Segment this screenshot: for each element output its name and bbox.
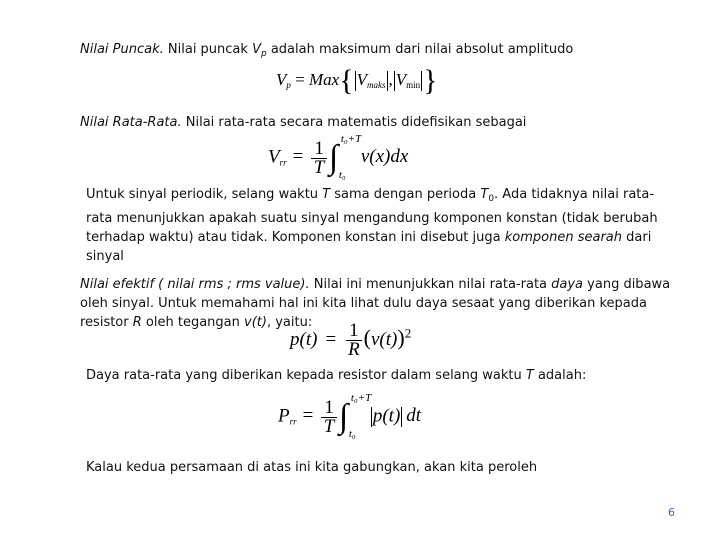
term-daya: daya bbox=[551, 277, 584, 292]
text: dari sinyal bbox=[86, 230, 652, 264]
text: Daya rata-rata yang diberikan kepada resistor dalam selang waktu bbox=[86, 368, 526, 383]
text: sama dengan perioda bbox=[330, 187, 481, 202]
text: Untuk sinyal periodik, selang waktu bbox=[86, 187, 323, 202]
right-paren-icon: ) bbox=[397, 324, 405, 350]
integral-lower-limit: t₀ bbox=[338, 169, 346, 181]
eq-exponent: 2 bbox=[404, 325, 412, 341]
fraction-numerator: 1 bbox=[346, 322, 362, 341]
eq-sign: = bbox=[302, 405, 314, 427]
fraction bbox=[346, 322, 362, 359]
symbol-T0-sub: 0 bbox=[488, 194, 495, 204]
abs-bar-icon bbox=[394, 71, 395, 91]
heading-peak-value: Nilai Puncak. bbox=[80, 42, 164, 57]
symbol-T: T bbox=[525, 368, 534, 383]
text: Nilai puncak bbox=[163, 42, 253, 57]
fraction-numerator: 1 bbox=[311, 140, 327, 159]
fraction-denominator: R bbox=[348, 339, 360, 360]
text: adalah maksimum dari nilai absolut amplitudo bbox=[266, 42, 574, 57]
eq-func: Max bbox=[308, 70, 340, 89]
left-paren-icon: ( bbox=[363, 324, 371, 350]
eq-body: v(t) bbox=[370, 328, 398, 350]
right-brace-icon: } bbox=[423, 64, 438, 97]
eq-dt: dt bbox=[406, 405, 422, 427]
integral-upper-limit: t₀+T bbox=[340, 133, 362, 145]
fraction-denominator: T bbox=[323, 415, 335, 437]
equation-peak-value bbox=[276, 64, 438, 98]
abs-bar-icon bbox=[355, 71, 356, 91]
symbol-v: V bbox=[252, 42, 261, 57]
paragraph-average-power bbox=[86, 366, 666, 385]
eq-sign: = bbox=[325, 328, 337, 350]
eq-sign: = bbox=[292, 146, 304, 168]
paragraph-combine bbox=[86, 458, 666, 477]
text: . Ada tidaknya nilai rata-rata menunjukkan apakah suatu sinyal mengandung komponen konstan (tidak berubah terhadap waktu) atau tidak. Komponen konstan ini disebut juga bbox=[86, 187, 658, 245]
eq-lhs-sub: rr bbox=[289, 416, 297, 427]
text: yang dibawa oleh sinyal. Untuk memahami hal ini kita lihat dulu daya sesaat yang diberikan kepada resistor bbox=[80, 277, 671, 330]
symbol-T0: T bbox=[480, 187, 489, 202]
heading-average-value: Nilai Rata-Rata. bbox=[80, 115, 182, 130]
integral-icon: ∫ t₀+T t₀ bbox=[328, 133, 362, 181]
abs-bar-icon bbox=[421, 71, 422, 91]
heading-rms-value: Nilai efektif ( nilai rms ; rms value). bbox=[80, 277, 310, 292]
abs-bar-icon bbox=[371, 407, 372, 427]
text: Nilai rata-rata secara matematis didefisikan sebagai bbox=[181, 115, 527, 130]
eq-lhs: P bbox=[278, 405, 290, 427]
term-dc-component: komponen searah bbox=[504, 230, 622, 245]
symbol-sub-p: p bbox=[260, 49, 267, 59]
abs-bar-icon bbox=[387, 71, 388, 91]
integral-upper-limit: t₀+T bbox=[350, 392, 372, 404]
eq-lhs-sub: rr bbox=[279, 157, 287, 168]
symbol-vt: v(t) bbox=[244, 315, 267, 330]
eq-body: p(t) bbox=[372, 405, 401, 427]
eq-lhs-sub: p bbox=[286, 80, 291, 90]
page-number: 6 bbox=[668, 506, 675, 519]
eq-sep: , bbox=[388, 70, 393, 89]
equation-instant-power bbox=[290, 322, 411, 359]
eq-lhs: V bbox=[276, 70, 287, 89]
equation-average-power bbox=[278, 394, 421, 440]
eq-v2-sub: min bbox=[406, 80, 421, 90]
paragraph-average-value bbox=[80, 113, 680, 132]
eq-v2: V bbox=[395, 70, 407, 89]
text: adalah: bbox=[533, 368, 587, 383]
fraction-denominator: T bbox=[313, 156, 325, 178]
integral-lower-limit: t₀ bbox=[348, 428, 356, 440]
symbol-T: T bbox=[322, 187, 331, 202]
fraction-numerator: 1 bbox=[321, 399, 337, 418]
eq-lhs: p(t) bbox=[290, 328, 318, 350]
eq-v1: V bbox=[356, 70, 367, 89]
paragraph-peak-value bbox=[80, 40, 680, 64]
eq-lhs: V bbox=[268, 146, 280, 168]
text: , yaitu: bbox=[266, 315, 313, 330]
eq-v1-sub: maks bbox=[367, 80, 386, 90]
fraction bbox=[311, 137, 327, 178]
eq-sign: = bbox=[290, 70, 309, 89]
text: Kalau kedua persamaan di atas ini kita gabungkan, akan kita peroleh bbox=[86, 460, 538, 475]
text: oleh tegangan bbox=[141, 315, 245, 330]
integral-icon: ∫ t₀+T t₀ bbox=[338, 392, 372, 440]
left-brace-icon: { bbox=[339, 64, 354, 97]
equation-average-value bbox=[268, 135, 408, 181]
integrand: v(x)dx bbox=[360, 146, 409, 168]
abs-bar-icon bbox=[401, 407, 402, 427]
symbol-R: R bbox=[132, 315, 142, 330]
text: Nilai ini menunjukkan nilai rata-rata bbox=[309, 277, 552, 292]
fraction bbox=[321, 396, 337, 437]
paragraph-periodic-signal bbox=[86, 185, 666, 266]
